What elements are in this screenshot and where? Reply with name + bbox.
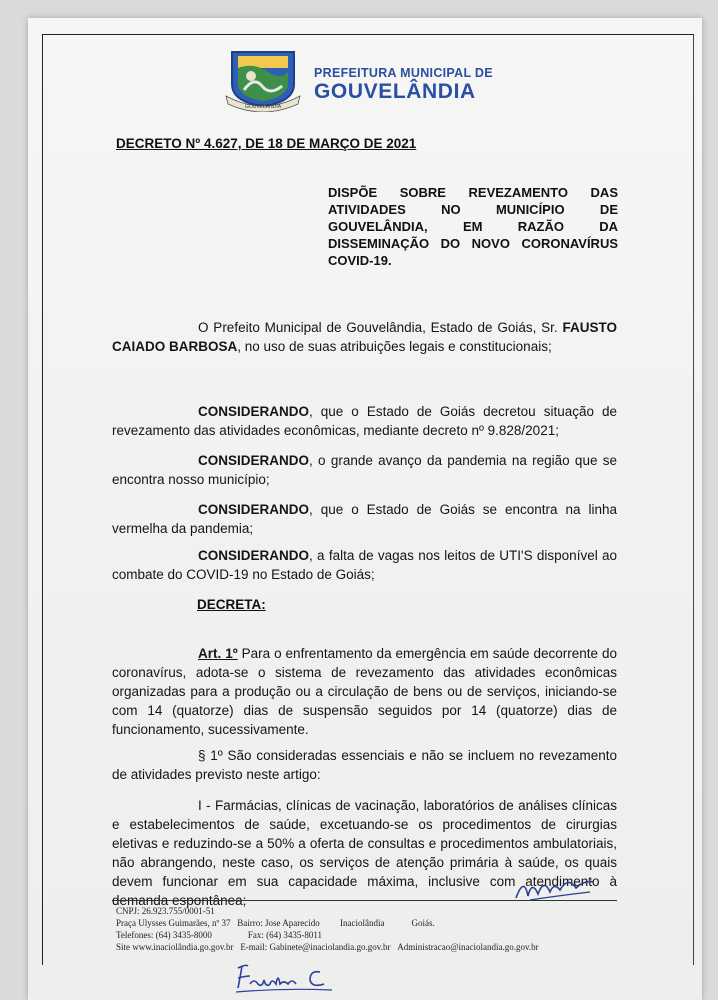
item-i: I - Farmácias, clínicas de vacinação, laboratórios de análises clínicas e estabelecimentos de saúde, excetuando-se os procedimentos de cirurgias eletivas e reduzindo-se a 50% a oferta de consultas e procedimentos ambulatoriais, não abrangendo, neste caso, os serviços de atenção primária à saúde, os quais devem funcionar em sua capacidade máxima, inclusive com atendimento à demanda espontânea;: [112, 798, 617, 908]
footer-contact-row: Site www.inaciolândia.go.gov.br E-mail: Gabinete@inaciolandia.go.gov.br Administracao@inaciolandia.go.gov.br: [116, 942, 539, 952]
footer-phone-row: Telefones: (64) 3435-8000 Fax: (64) 3435-8011: [116, 930, 323, 940]
footer-address-row: Praça Ulysses Guimarães, nº 37 Bairro: Jose Aparecido Inaciolândia Goiás.: [116, 918, 435, 928]
article-1-label: Art. 1º: [198, 646, 238, 661]
mayor-name: FAUSTO CAIADO BARBOSA: [112, 320, 617, 354]
decree-title: DECRETO Nº 4.627, DE 18 DE MARÇO DE 2021: [116, 136, 417, 151]
preamble: O Prefeito Municipal de Gouvelândia, Estado de Goiás, Sr. FAUSTO CAIADO BARBOSA, no uso de suas atribuições legais e constitucionais;: [112, 320, 617, 354]
footer-divider: [112, 900, 617, 901]
decreta-heading: DECRETA:: [197, 597, 266, 612]
org-name-line2: GOUVELÂNDIA: [314, 80, 476, 103]
handwritten-signature: [232, 958, 352, 998]
considerando-3: CONSIDERANDO, que o Estado de Goiás se encontra na linha vermelha da pandemia;: [112, 502, 617, 536]
crest-banner-text: GOUVELANDIA: [244, 104, 282, 110]
footer-cnpj: CNPJ: 26.923.755/0001-51: [116, 906, 215, 916]
municipal-crest-logo: [224, 46, 302, 112]
org-name-line1: PREFEITURA MUNICIPAL DE: [314, 66, 493, 80]
article-1: Art. 1º Para o enfrentamento da emergência em saúde decorrente do coronavírus, adota-se o sistema de revezamento das atividades econômicas organizadas para a produção ou a circulação de bens ou de serviços, iniciando-se com 14 (quatorze) dias de suspensão seguidos por 14 (quatorze) dias de funcionamento, sucessivamente.: [112, 646, 617, 737]
considerando-1: CONSIDERANDO, que o Estado de Goiás decretou situação de revezamento das atividades econômicas, mediante decreto nº 9.828/2021;: [112, 404, 617, 438]
paragraph-1: § 1º São consideradas essenciais e não se incluem no revezamento de atividades previsto neste artigo:: [112, 748, 617, 782]
considerando-2: CONSIDERANDO, o grande avanço da pandemia na região que se encontra nosso município;: [112, 453, 617, 487]
considerando-4: CONSIDERANDO, a falta de vagas nos leitos de UTI'S disponível ao combate do COVID-19 no Estado de Goiás;: [112, 548, 617, 582]
decree-summary: DISPÕE SOBRE REVEZAMENTO DAS ATIVIDADES NO MUNICÍPIO DE GOUVELÂNDIA, EM RAZÃO DA DISSEMINAÇÃO DO NOVO CORONAVÍRUS COVID-19.: [328, 185, 618, 268]
